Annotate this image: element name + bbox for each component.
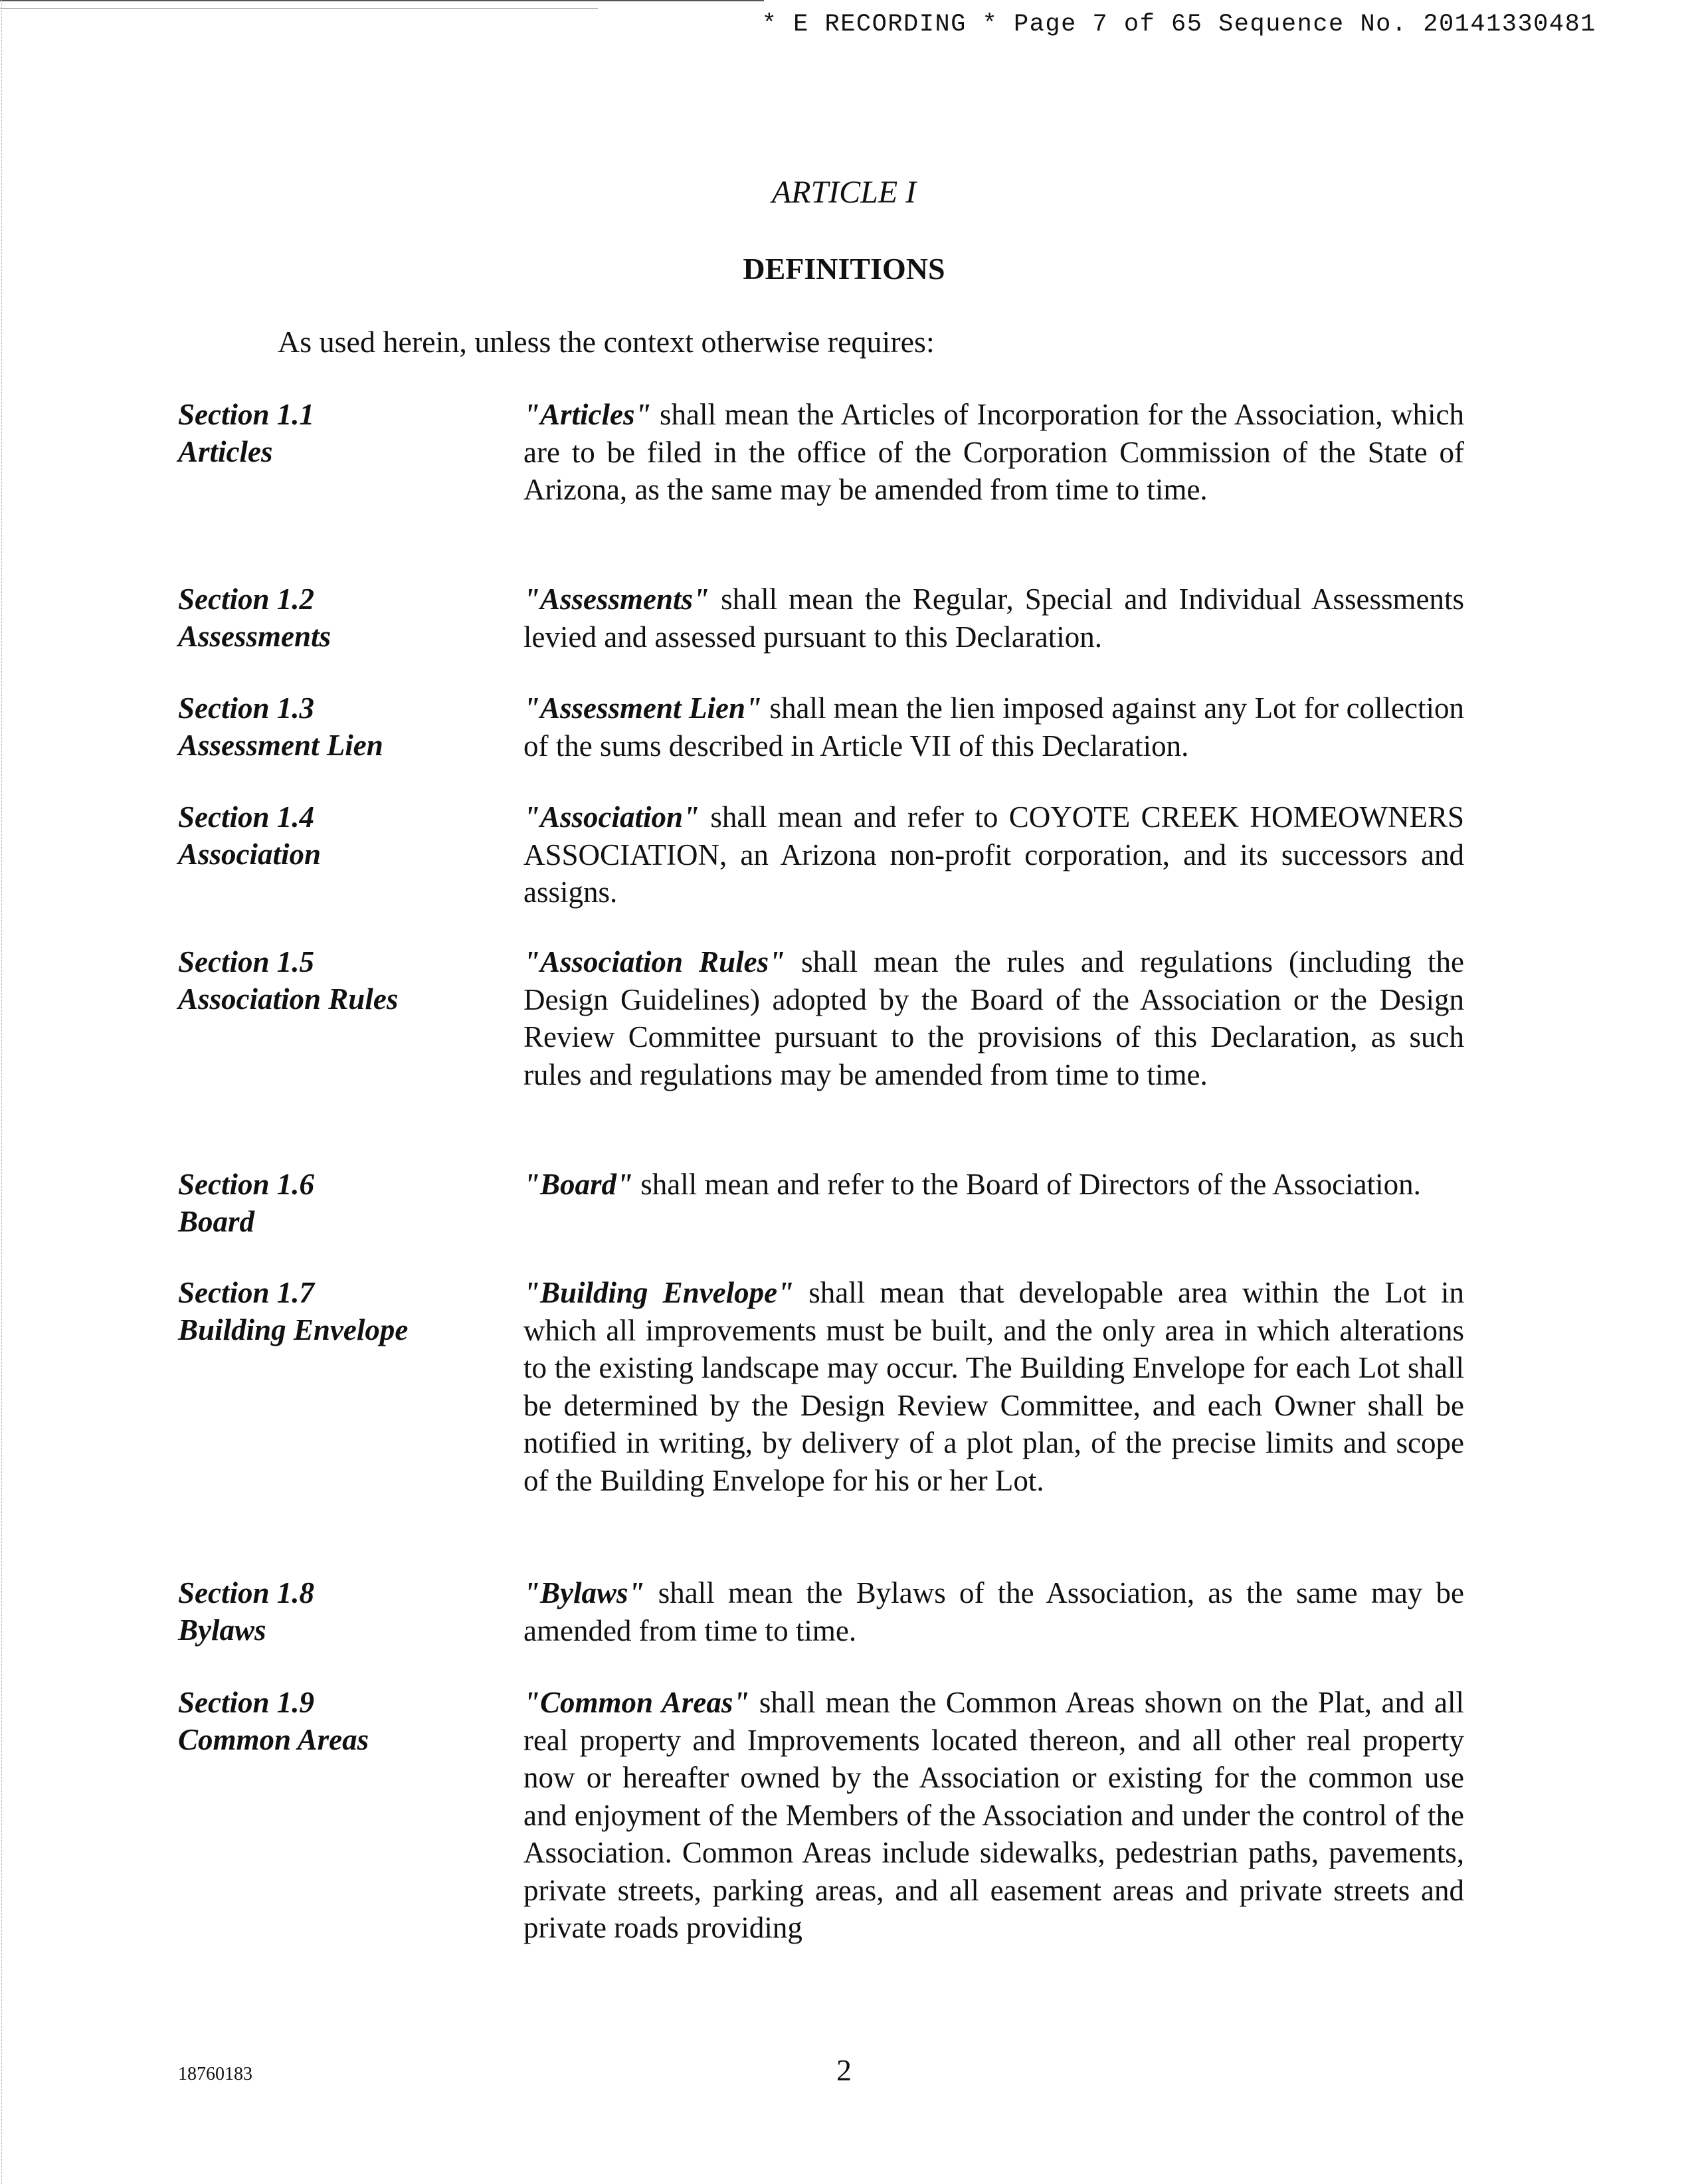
section-label <box>178 798 523 873</box>
article-intro: As used herein, unless the context otherwise requires: <box>278 325 935 359</box>
scan-top-rule <box>0 0 764 1</box>
section-label <box>178 943 523 1018</box>
article-title: DEFINITIONS <box>743 252 945 286</box>
section-number: Section 1.5 <box>178 945 315 978</box>
section-label <box>178 1574 523 1649</box>
section-1-7 <box>178 1274 1527 1499</box>
section-number: Section 1.6 <box>178 1168 315 1201</box>
section-definition <box>523 943 1464 1093</box>
document-id: 18760183 <box>178 2064 252 2084</box>
definition-text: shall mean the Bylaws of the Association, as the same may be amended from time to time. <box>523 1576 1464 1647</box>
definition-text: shall mean the lien imposed against any Lot for collection of the sums described in Article VII of this Declaration. <box>523 691 1464 763</box>
section-definition <box>523 1166 1464 1204</box>
section-1-3 <box>178 689 1527 765</box>
section-label <box>178 1684 523 1758</box>
section-label <box>178 1166 523 1240</box>
section-definition <box>523 581 1464 656</box>
defined-term: "Articles" <box>523 398 652 431</box>
definition-text: shall mean that developable area within the Lot in which all improvements must be built, and the only area in which alterations to the existing landscape may occur. The Building Envelope for each Lot shall be determined by the Design Review Committee, and each Owner shall be notified in writing, by delivery of a plot plan, of the precise limits and scope of the Building Envelope for his or her Lot. <box>523 1276 1464 1497</box>
defined-term: "Building Envelope" <box>523 1276 795 1309</box>
section-number: Section 1.9 <box>178 1686 315 1719</box>
section-definition <box>523 1574 1464 1649</box>
defined-term: "Common Areas" <box>523 1686 750 1719</box>
defined-term: "Board" <box>523 1168 633 1201</box>
section-name: Common Areas <box>178 1723 369 1756</box>
definition-text: shall mean and refer to the Board of Directors of the Association. <box>633 1168 1421 1201</box>
section-number: Section 1.4 <box>178 800 315 834</box>
section-definition <box>523 396 1464 509</box>
section-label <box>178 1274 523 1348</box>
section-name: Assessment Lien <box>178 729 383 762</box>
recording-header: * E RECORDING * Page 7 of 65 Sequence No. 20141330481 <box>761 11 1596 39</box>
defined-term: "Assessment Lien" <box>523 691 762 725</box>
scan-top-rule-secondary <box>0 8 598 9</box>
scan-left-edge <box>1 0 2 2184</box>
section-number: Section 1.2 <box>178 583 315 616</box>
section-definition <box>523 1274 1464 1499</box>
definition-text: shall mean and refer to COYOTE CREEK HOMEOWNERS ASSOCIATION, an Arizona non-profit corporation, and its successors and assigns. <box>523 800 1464 909</box>
article-number: ARTICLE I <box>771 175 917 210</box>
section-label <box>178 396 523 470</box>
defined-term: "Association Rules" <box>523 945 786 978</box>
section-name: Assessments <box>178 620 331 653</box>
definition-text: shall mean the rules and regulations (including the Design Guidelines) adopted by the Board of the Association or the Design Review Committee pursuant to the provisions of this Declaration, as such rules and regulations may be amended from time to time. <box>523 945 1464 1091</box>
section-name: Association Rules <box>178 982 399 1016</box>
section-1-6 <box>178 1166 1527 1240</box>
section-number: Section 1.1 <box>178 398 315 431</box>
section-label <box>178 581 523 655</box>
definition-text: shall mean the Regular, Special and Individual Assessments levied and assessed pursuant to this Declaration. <box>523 583 1464 654</box>
section-definition <box>523 689 1464 765</box>
section-1-1 <box>178 396 1527 509</box>
section-definition <box>523 798 1464 911</box>
defined-term: "Assessments" <box>523 583 710 616</box>
section-name: Articles <box>178 435 273 468</box>
defined-term: "Bylaws" <box>523 1576 645 1609</box>
section-1-4 <box>178 798 1527 911</box>
section-1-8 <box>178 1574 1527 1649</box>
section-name: Association <box>178 838 322 871</box>
section-name: Bylaws <box>178 1613 266 1647</box>
definition-text: shall mean the Common Areas shown on the Plat, and all real property and Improvements located thereon, and all other real property now or hereafter owned by the Association or existing for the common use and enjoyment of the Members of the Association and under the control of the Association. Common Areas include sidewalks, pedestrian paths, pavements, private streets, parking areas, and all easement areas and private streets and private roads providing <box>523 1686 1464 1944</box>
definition-text: shall mean the Articles of Incorporation for the Association, which are to be filed in the office of the Corporation Commission of the State of Arizona, as the same may be amended from time to time. <box>523 398 1464 506</box>
section-1-9 <box>178 1684 1527 1947</box>
section-definition <box>523 1684 1464 1947</box>
section-1-2 <box>178 581 1527 656</box>
section-number: Section 1.8 <box>178 1576 315 1609</box>
section-number: Section 1.7 <box>178 1276 315 1309</box>
section-name: Board <box>178 1205 255 1238</box>
section-label <box>178 689 523 764</box>
defined-term: "Association" <box>523 800 700 834</box>
section-number: Section 1.3 <box>178 691 315 725</box>
section-1-5 <box>178 943 1527 1093</box>
section-name: Building Envelope <box>178 1313 409 1346</box>
page-number: 2 <box>836 2053 852 2087</box>
